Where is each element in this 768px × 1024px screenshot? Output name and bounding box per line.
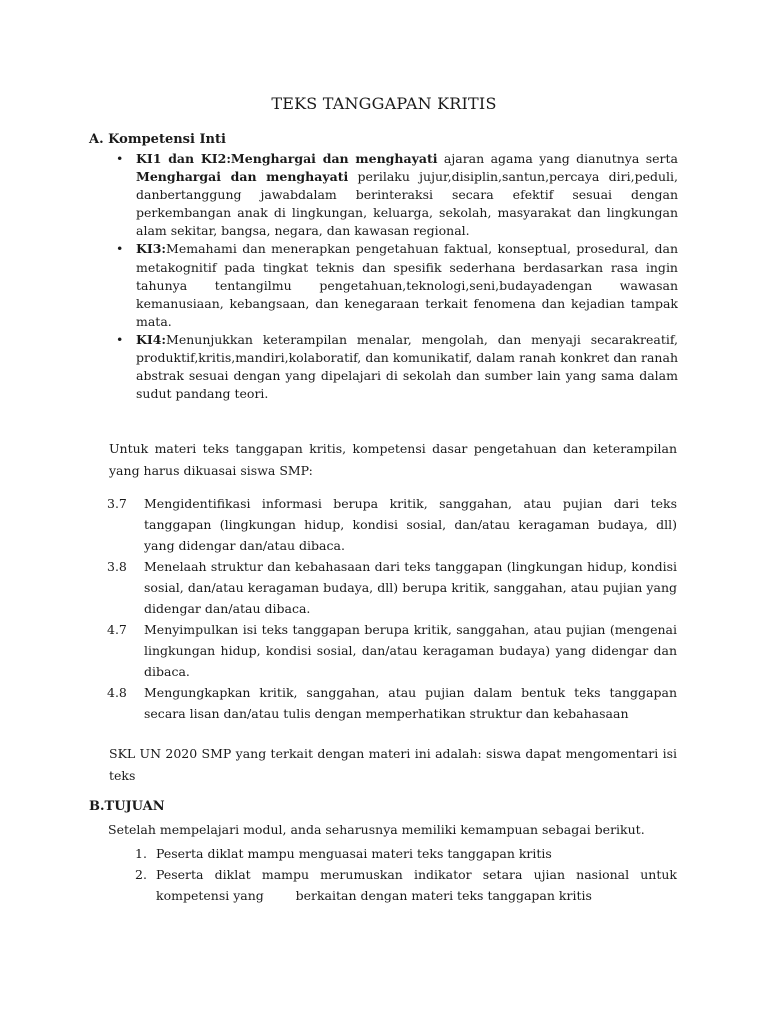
kompetensi-dasar-list (107, 493, 677, 724)
page-title: TEKS TANGGAPAN KRITIS (271, 94, 497, 113)
section-a-heading: A. Kompetensi Inti (89, 132, 226, 147)
list-item-tujuan (135, 864, 681, 906)
kd-text: Menelaah struktur dan kebahasaan dari teks tanggapan (lingkungan hidup, kondisi sosial, dan/atau keragaman budaya, dll) berupa kritik, sanggahan, atau pujian yang didengar dan/atau dibaca. (144, 559, 677, 616)
kd-intro-paragraph: Untuk materi teks tanggapan kritis, kompetensi dasar pengetahuan dan keterampilan yang harus dikuasai siswa SMP: (109, 441, 677, 478)
list-item-ki4 (110, 331, 678, 403)
ki-text-cont: perilaku jujur,disiplin,santun,percaya diri,peduli, danbertanggung jawabdalam berinteraksi secara efektif sesuai dengan perkembangan anak di lingkungan, keluarga, sekolah, masyarakat dan lingkungan alam sekitar, bangsa, negara, dan kawasan regional. (136, 169, 678, 239)
bullet-icon: • (116, 151, 124, 166)
kd-text: Mengungkapkan kritik, sanggahan, atau pujian dalam bentuk teks tanggapan secara lisan dan/atau tulis dengan memperhatikan struktur dan kebahasaan (144, 685, 677, 721)
tujuan-text: Peserta diklat mampu merumuskan indikator setara ujian nasional untuk kompetensi yang berkaitan dengan materi teks tanggapan kritis (156, 867, 681, 903)
kd-number: 3.8 (107, 559, 127, 574)
kompetensi-inti-list (110, 150, 678, 403)
kd-number: 4.7 (107, 622, 127, 637)
section-b-heading: B.TUJUAN (89, 799, 165, 814)
tujuan-list (135, 843, 681, 906)
kd-number: 4.8 (107, 685, 127, 700)
tujuan-number: 1. (135, 846, 147, 861)
list-item-tujuan (135, 843, 677, 864)
ki-text: Menunjukkan keterampilan menalar, mengolah, dan menyaji secarakreatif, produktif,kritis,mandiri,kolaboratif, dan komunikatif, dalam ranah konkret dan ranah abstrak sesuai dengan yang dipelajari di sekolah dan sumber lain yang sama dalam sudut pandang teori. (136, 331, 678, 402)
list-item-kd (107, 682, 677, 724)
list-item-kd (107, 493, 677, 556)
ki-emphasis: Menghargai dan menghayati (136, 169, 349, 185)
tujuan-intro: Setelah mempelajari modul, anda seharusnya memiliki kemampuan sebagai berikut. (108, 822, 645, 837)
kd-number: 3.7 (107, 496, 127, 511)
ki-label: KI3: (136, 241, 167, 257)
list-item-kd (107, 619, 677, 682)
ki-label: KI1 dan KI2:Menghargai dan menghayati (136, 151, 438, 166)
list-item-ki3 (110, 240, 678, 330)
tujuan-number: 2. (135, 867, 147, 882)
bullet-icon: • (116, 331, 124, 347)
ki-text: ajaran agama yang dianutnya serta (437, 151, 678, 166)
skl-paragraph: SKL UN 2020 SMP yang terkait dengan materi ini adalah: siswa dapat mengomentari isi teks (109, 746, 677, 783)
bullet-icon: • (116, 241, 124, 257)
kd-text: Mengidentifikasi informasi berupa kritik, sanggahan, atau pujian dari teks tanggapan (lingkungan hidup, kondisi sosial, dan/atau keragaman budaya, dll) yang didengar dan/atau dibaca. (144, 496, 677, 553)
list-item-ki1-ki2 (110, 150, 678, 240)
kd-text: Menyimpulkan isi teks tanggapan berupa kritik, sanggahan, atau pujian (mengenai lingkungan hidup, kondisi sosial, dan/atau keragaman budaya) yang didengar dan dibaca. (144, 622, 677, 679)
list-item-kd (107, 556, 677, 619)
ki-text: Memahami dan menerapkan pengetahuan faktual, konseptual, prosedural, dan metakognitif pada tingkat teknis dan spesifik sederhana berdasarkan rasa ingin tahunya tentangilmu pengetahuan,teknologi,seni,budayadengan wawasan kemanusiaan, kebangsaan, dan kenegaraan terkait fenomena dan kejadian tampak mata. (136, 241, 678, 329)
ki-label: KI4: (136, 331, 167, 347)
tujuan-text: Peserta diklat mampu menguasai materi teks tanggapan kritis (156, 846, 552, 861)
